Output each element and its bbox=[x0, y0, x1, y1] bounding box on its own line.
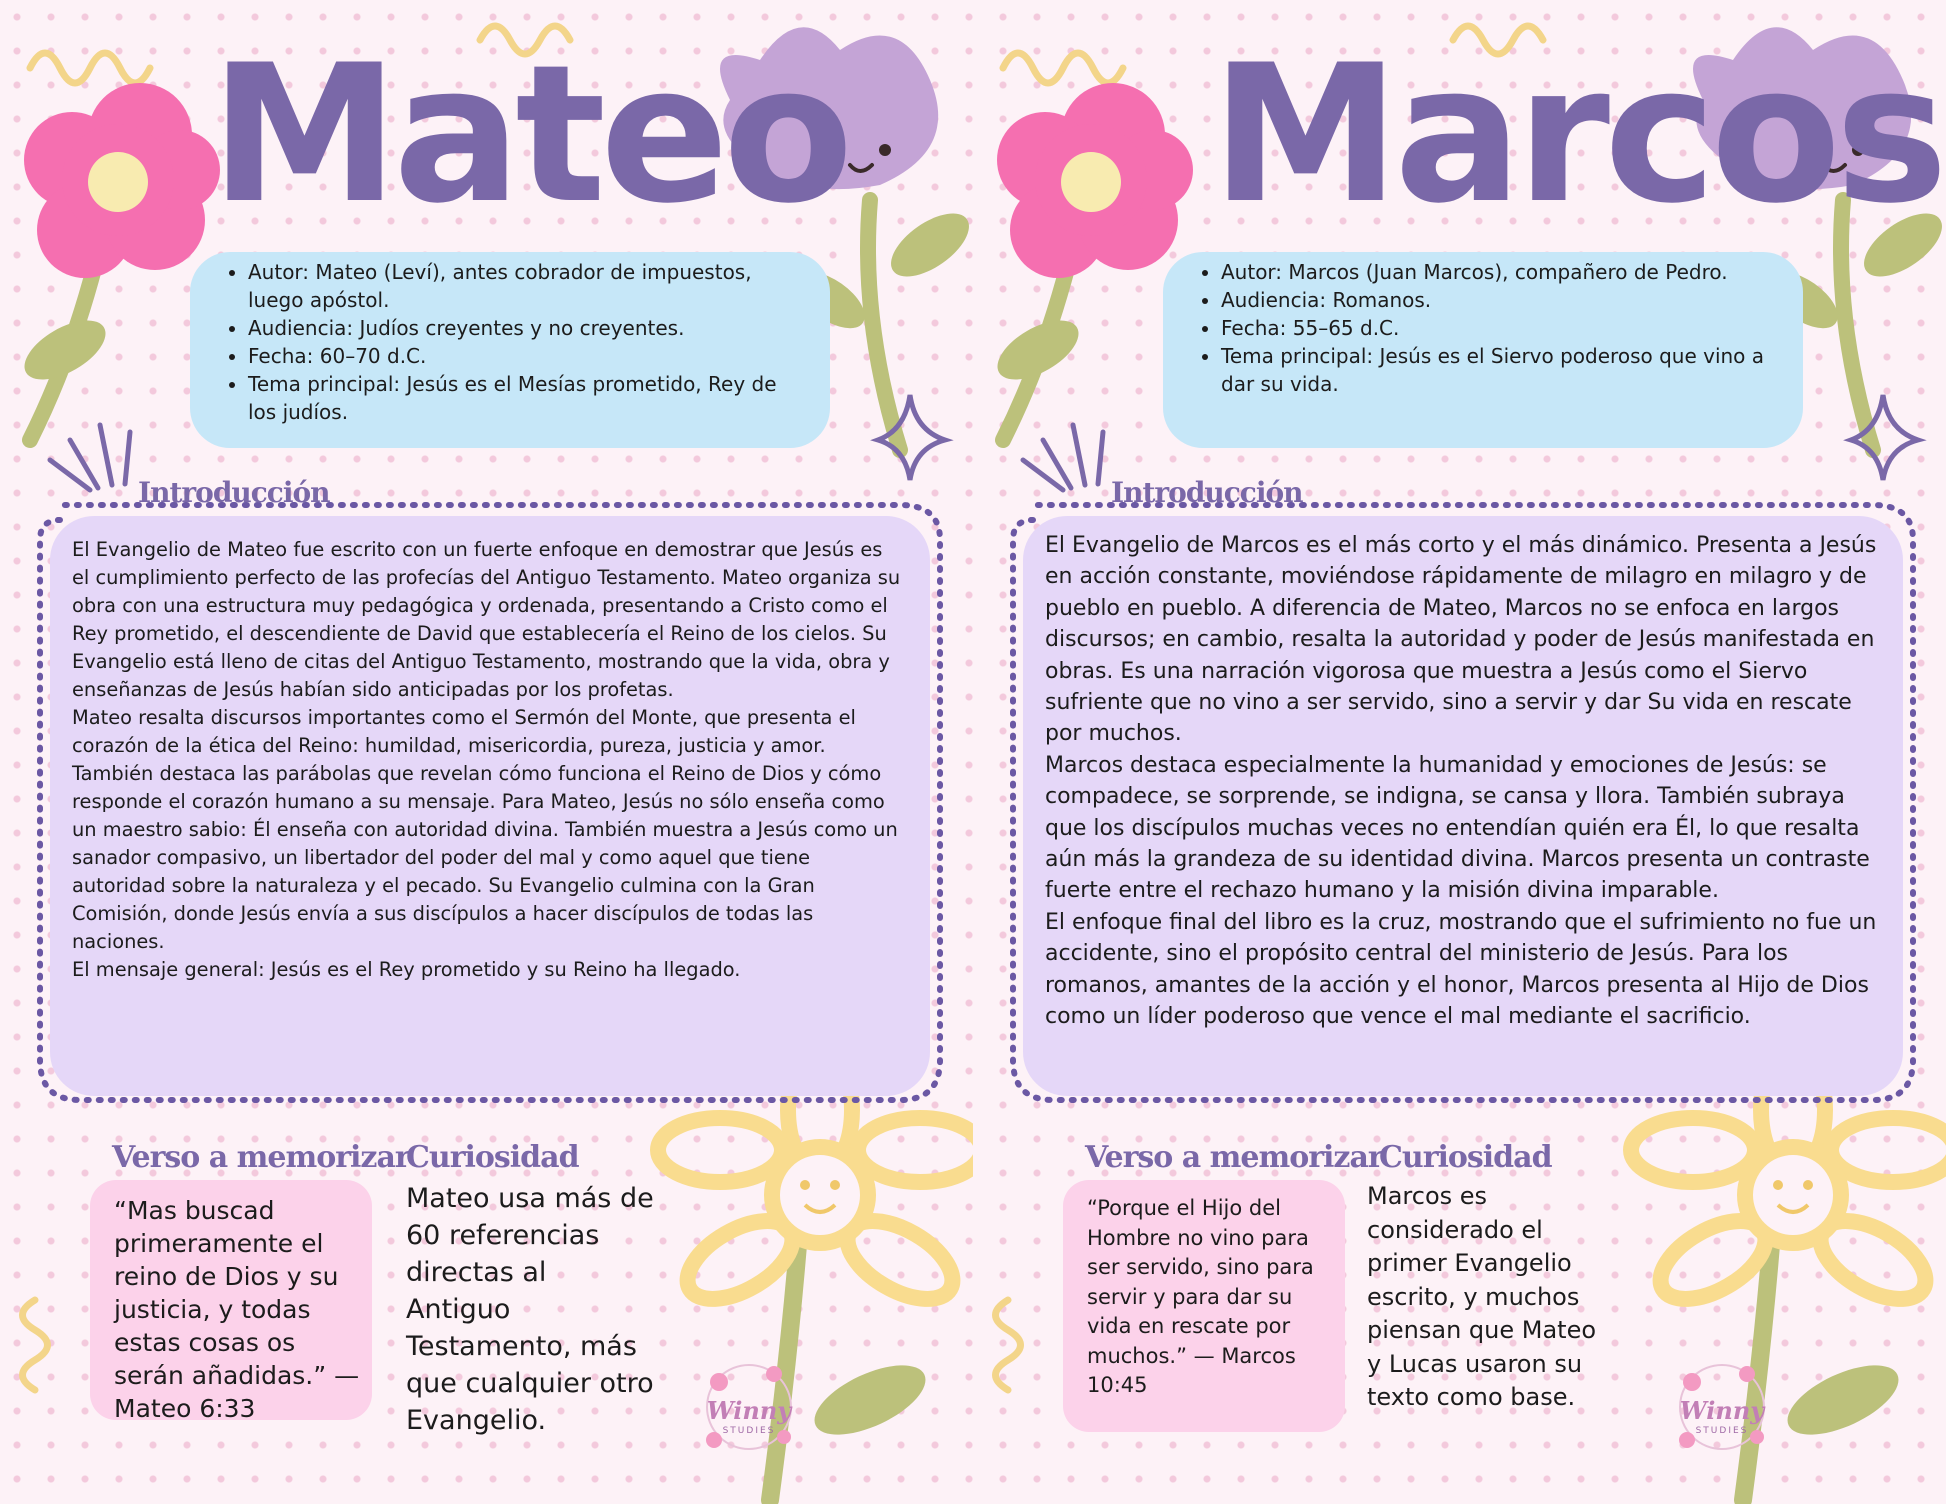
verse-text: “Mas buscad primeramente el reino de Dios y su justicia, y todas estas cosas os serán añadidas.” — Mateo 6:33 bbox=[114, 1196, 360, 1423]
page-title: Marcos bbox=[1211, 24, 1943, 245]
intro-box bbox=[1023, 516, 1903, 1096]
intro-paragraph: El Evangelio de Mateo fue escrito con un fuerte enfoque en demostrar que Jesús es el cumplimiento perfecto de las profecías del Antiguo Testamento. Mateo organiza su obra con una estructura muy pedagógica y ordenada, presentando a Cristo como el Rey prometido, el descendiente de David que establecería el Reino de los cielos. Su Evangelio está lleno de citas del Antiguo Testamento, mostrando que la vida, obra y enseñanzas de Jesús habían sido anticipadas por los profetas. bbox=[72, 538, 901, 701]
winny-studies-logo bbox=[1667, 1352, 1777, 1462]
page-title: Mateo bbox=[210, 24, 848, 245]
info-audience: • Audiencia: Judíos creyentes y no creyentes. bbox=[248, 314, 800, 342]
info-theme: • Tema principal: Jesús es el Mesías prometido, Rey de los judíos. bbox=[248, 370, 800, 426]
intro-paragraph: El enfoque final del libro es la cruz, mostrando que el sufrimiento no fue un accidente, sino el propósito central del ministerio de Jesús. Para los romanos, amantes de la acción y el honor, Marcos presenta al Hijo de Dios como un líder poderoso que vence el mal mediante el sacrificio. bbox=[1045, 909, 1877, 1030]
info-audience: • Audiencia: Romanos. bbox=[1221, 286, 1773, 314]
verse-box bbox=[1063, 1180, 1345, 1432]
info-author: • Autor: Marcos (Juan Marcos), compañero de Pedro. bbox=[1221, 258, 1773, 286]
info-date: • Fecha: 55–65 d.C. bbox=[1221, 314, 1773, 342]
verse-heading: Verso a memorizar bbox=[112, 1140, 410, 1175]
intro-heading: Introducción bbox=[138, 476, 330, 509]
intro-paragraph: El Evangelio de Marcos es el más corto y el más dinámico. Presenta a Jesús en acción constante, moviéndose rápidamente de milagro en milagro y de pueblo en pueblo. A diferencia de Mateo, Marcos no se enfoca en largos discursos; en cambio, resalta la autoridad y poder de Jesús manifestada en obras. Es una narración vigorosa que muestra a Jesús como el Siervo sufriente que no vino a ser servido, sino a servir y dar Su vida en rescate por muchos. bbox=[1045, 533, 1877, 747]
logo-text: Winny bbox=[706, 1396, 792, 1425]
info-author: • Autor: Mateo (Leví), antes cobrador de impuestos, luego apóstol. bbox=[248, 258, 800, 314]
burst-lines-icon bbox=[1023, 425, 1103, 490]
book-info-list bbox=[1163, 258, 1773, 398]
curiosity-heading: Curiosidad bbox=[406, 1140, 579, 1175]
intro-paragraph: El mensaje general: Jesús es el Rey prometido y su Reino ha llegado. bbox=[72, 958, 741, 981]
book-info-box bbox=[190, 252, 830, 448]
verse-box bbox=[90, 1180, 372, 1423]
logo-text: Winny bbox=[1679, 1396, 1765, 1425]
info-theme: • Tema principal: Jesús es el Siervo poderoso que vino a dar su vida. bbox=[1221, 342, 1773, 398]
intro-heading: Introducción bbox=[1111, 476, 1303, 509]
logo-subtext: STUDIES bbox=[722, 1426, 776, 1436]
verse-text: “Porque el Hijo del Hombre no vino para ser servido, sino para servir y para dar su vida en rescate por muchos.” — Marcos 10:45 bbox=[1087, 1196, 1314, 1397]
curiosity-heading: Curiosidad bbox=[1379, 1140, 1552, 1175]
curiosity-text: Mateo usa más de 60 referencias directas al Antiguo Testamento, más que cualquier otro Evangelio. bbox=[406, 1183, 654, 1436]
intro-box bbox=[50, 516, 930, 1096]
logo-subtext: STUDIES bbox=[1695, 1426, 1749, 1436]
curiosity-text: Marcos es considerado el primer Evangelio escrito, y muchos piensan que Mateo y Lucas usaron su texto como base. bbox=[1367, 1182, 1597, 1411]
verse-heading: Verso a memorizar bbox=[1085, 1140, 1383, 1175]
book-info-list bbox=[190, 258, 800, 426]
intro-paragraph: Marcos destaca especialmente la humanidad y emociones de Jesús: se compadece, se sorprende, se indigna, se cansa y llora. También subraya que los discípulos muchas veces no entendían quién era Él, lo que resalta aún más la grandeza de su identidad divina. Marcos presenta un contraste fuerte entre el rechazo humano y la misión divina imparable. bbox=[1045, 752, 1870, 904]
book-info-box bbox=[1163, 252, 1803, 448]
burst-lines-icon bbox=[50, 425, 130, 490]
winny-studies-logo bbox=[694, 1352, 804, 1462]
info-date: • Fecha: 60–70 d.C. bbox=[248, 342, 800, 370]
intro-paragraph: Mateo resalta discursos importantes como el Sermón del Monte, que presenta el corazón de la ética del Reino: humildad, misericordia, pureza, justicia y amor. También destaca las parábolas que revelan cómo funciona el Reino de Dios y cómo responde el corazón humano a su mensaje. Para Mateo, Jesús no sólo enseña como un maestro sabio: Él enseña con autoridad divina. También muestra a Jesús como un sanador compasivo, un libertador del poder del mal y como aquel que tiene autoridad sobre la naturaleza y el pecado. Su Evangelio culmina con la Gran Comisión, donde Jesús envía a sus discípulos a hacer discípulos de todas las naciones. bbox=[72, 706, 898, 953]
page-marcos bbox=[973, 0, 1946, 1504]
